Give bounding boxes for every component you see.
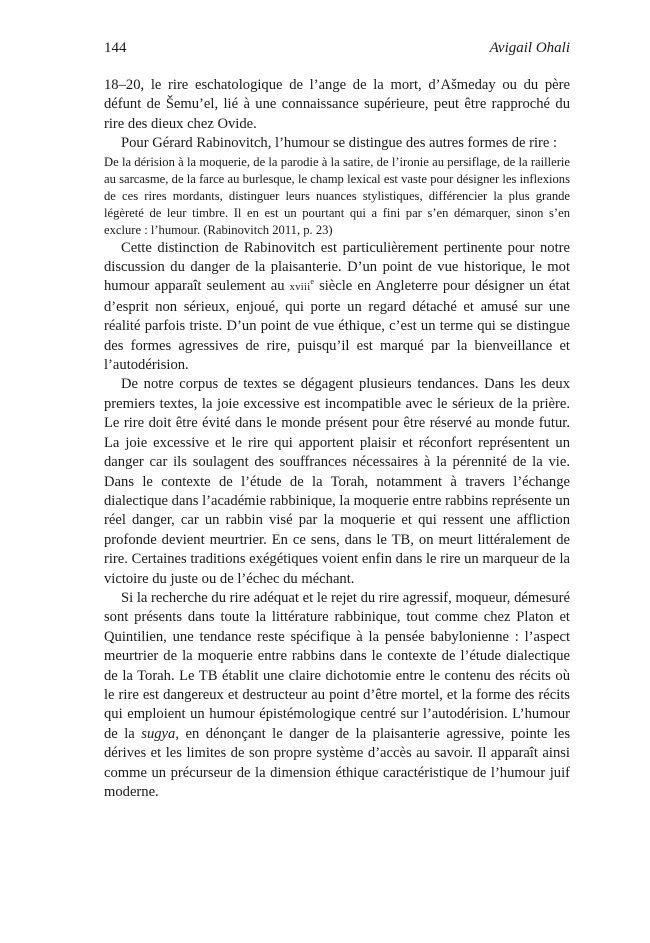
century-superscript: e bbox=[310, 277, 314, 287]
paragraph-distinction-end: siècle en Angleterre pour désigner un état d’esprit non sérieux, enjoué, qui porte un regard détaché et amusé sur une réalité parfois triste. D’un point de vue éthique, c’est un terme qui se distingue des formes agressives de rire, puisqu’il est marqué par la bienveillance et l’autodérision. bbox=[104, 278, 570, 374]
main-text bbox=[104, 76, 570, 802]
paragraph-continuation: 18–20, le rire eschatologique de l’ange de la mort, d’Ašmeday ou du père défunt de Šemu’el, lié à une connaissance supérieure, peut être rapproché du rire des dieux chez Ovide. bbox=[104, 77, 570, 132]
sugya-term: sugya bbox=[141, 725, 176, 742]
running-header-author: Avigail Ohali bbox=[489, 40, 570, 56]
block-quote: De la dérision à la moquerie, de la parodie à la satire, de l’ironie au persiflage, de la raillerie au sarcasme, de la farce au burlesque, le champ lexical est vaste pour désigner les inflexions de ces rires mordants, distinguer leurs nuances stylistiques, différencier la plus grande légèreté de leur timbre. Il en est un pourtant qui a fini par s’en démarquer, sinon s’en exclure : l’humour. (Rabinovitch 2011, p. 23) bbox=[104, 154, 570, 237]
page-number: 144 bbox=[104, 40, 127, 56]
paragraph-conclusion bbox=[104, 589, 570, 802]
paragraph-distinction-start: Cette distinction de Rabinovitch est particulièrement pertinente pour notre discussion du danger de la plaisanterie. D’un point de vue historique, le mot humour apparaît seulement au bbox=[104, 239, 570, 295]
paragraph-conclusion-end: , en dénonçant le danger de la plaisanterie agressive, pointe les dérives et les limites de son propre système d’accès au savoir. Il apparaît ainsi comme un précurseur de la dimension éthique caractéristique de l’humour juif moderne. bbox=[104, 725, 570, 800]
paragraph-conclusion-start: Si la recherche du rire adéquat et le rejet du rire agressif, moqueur, démesuré sont présents dans toute la littérature rabbinique, tout comme chez Platon et Quintilien, une tendance reste spécifique à la pensée babylonienne : l’aspect meurtrier de la moquerie entre rabbins dans le contexte de l’étude dialectique de la Torah. Le TB établit une claire dichotomie entre le contenu des récits où le rire est dangereux et destructeur au point d’être mortel, et la forme des récits qui emploient un humour épistémologique centré sur l’autodérision. L’humour de la bbox=[104, 589, 570, 742]
paragraph-tendencies: De notre corpus de textes se dégagent plusieurs tendances. Dans les deux premiers textes, la joie excessive est incompatible avec le sérieux de la prière. Le rire doit être évité dans le monde présent pour être réservé au monde futur. La joie excessive et le rire qui apportent plaisir et réconfort représentent un danger car ils soulagent des souffrances nécessaires à la pérennité de la vie. Dans le contexte de l’étude de la Torah, notamment à travers l’échange dialectique dans l’académie rabbinique, la moquerie entre rabbins représente un réel danger, car un rabbin visé par la moquerie et qui ressent une affliction profonde devient meurtrier. En ce sens, dans le TB, on meurt littéralement de rire. Certaines traditions exégétiques voient enfin dans le rire un marqueur de la victoire du juste ou de l’échec du méchant. bbox=[104, 376, 570, 587]
running-header bbox=[104, 40, 570, 57]
paragraph-distinction bbox=[104, 239, 570, 376]
century-numeral: xviii bbox=[289, 282, 311, 294]
paragraph-quote-intro: Pour Gérard Rabinovitch, l’humour se distingue des autres formes de rire : bbox=[121, 135, 558, 152]
